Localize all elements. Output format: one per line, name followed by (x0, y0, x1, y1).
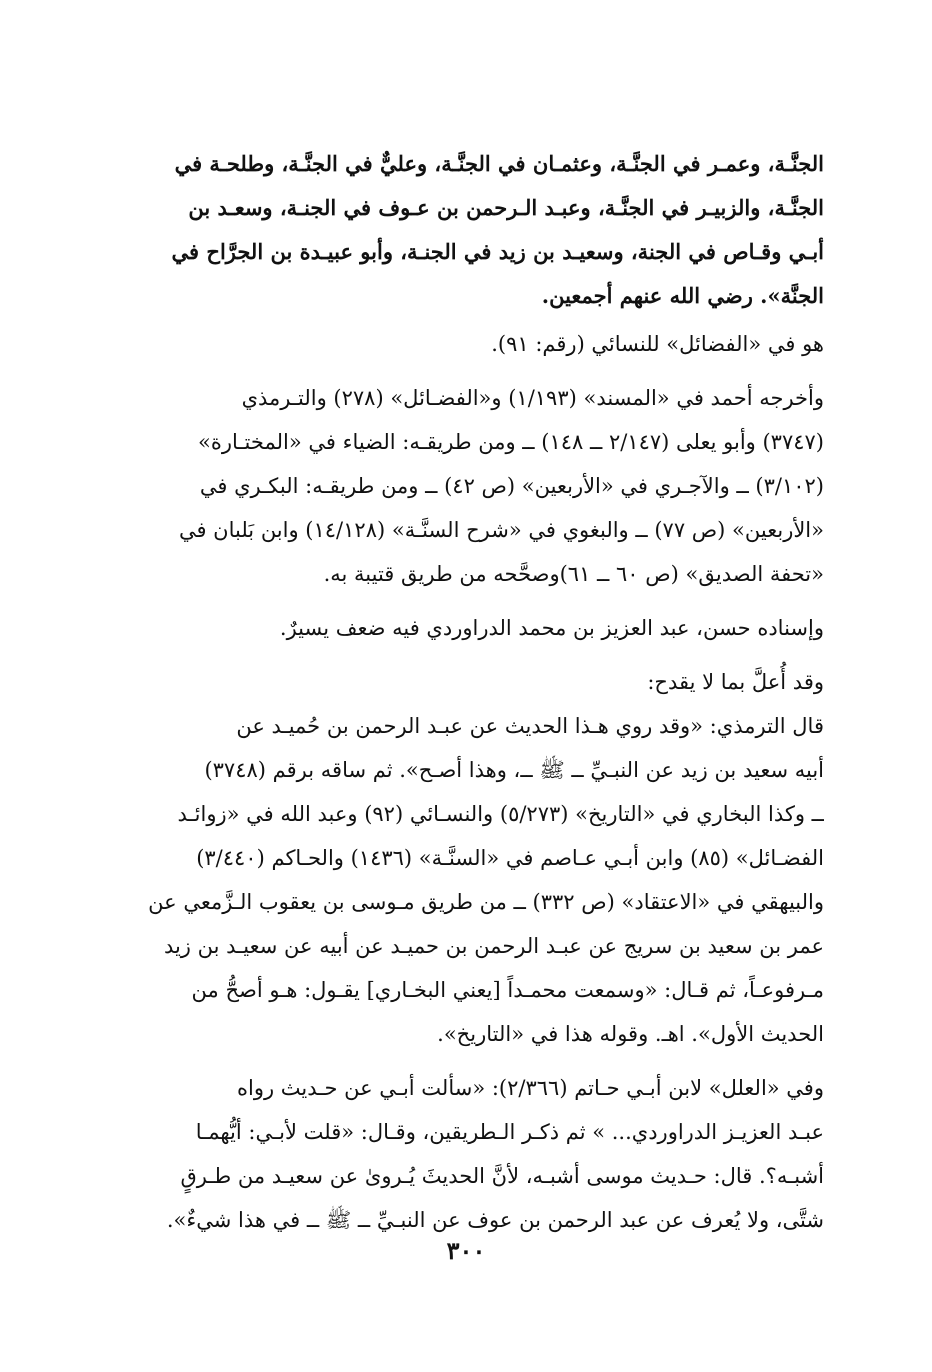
text-line: أبيه سعيد بن زيد عن النبـيِّ ــ ﷺ ــ، وهذا أصـح». ثم ساقه برقم (٣٧٤٨) (204, 758, 824, 782)
text-line: والبيهقي في «الاعتقاد» (ص ٣٣٢) ــ من طريق مـوسى بن يعقوب الـزَّمعي عن (148, 890, 824, 914)
tirmidhi-quote-paragraph (108, 704, 824, 1056)
source-note-paragraph (108, 322, 824, 366)
text-line: الحديث الأول». اهـ. وقوله هذا في «التاريخ». (437, 1022, 824, 1046)
text-line: هو في «الفضائل» للنسائي (رقم: ٩١). (491, 332, 824, 356)
text-line: وفي «العلل» لابن أبـي حـاتم (٢/٣٦٦): «سألت أبـي عن حـديث رواه (237, 1076, 824, 1100)
page-number: ٣٠٠ (446, 1236, 486, 1265)
takhrij-paragraph (108, 376, 824, 596)
hadith-ending-paragraph (108, 142, 824, 318)
text-line: «تحفة الصديق» (ص ٦٠ ــ ٦١)وصحَّحه من طريق قتيبة به. (323, 562, 824, 586)
text-line: مـرفوعـاً، ثم قـال: «وسمعت محمـداً [يعني البخـاري] يقـول: هـو أصحُّ من (191, 978, 824, 1002)
text-line: أبـي وقـاص في الجنة، وسعيـد بن زيد في الجنـة، وأبو عبيـدة بن الجرَّاح في (171, 239, 824, 264)
text-line: الجنَّـة، وعمـر في الجنَّـة، وعثمـان في الجنَّـة، وعليٌّ في الجنَّـة، وطلحـة في (174, 151, 824, 176)
text-line: عبـد العزيـز الدراوردي... » ثم ذكـر الـطريقين، وقـال: «قلت لأبـي: أيُّهمـا (195, 1120, 824, 1144)
text-line: الجنَّة». رضي الله عنهم أجمعين. (541, 283, 824, 308)
text-line: الفضـائل» (٨٥) وابن أبـي عـاصم في «السنَّـة» (١٤٣٦) والحـاكم (٣/٤٤٠) (196, 846, 824, 870)
text-line: الجنَّـة، والزبيـر في الجنَّـة، وعبـد الـرحمن بن عـوف في الجنـة، وسعـد بن (188, 195, 824, 220)
text-line: (٣/١٠٢) ــ والآجـري في «الأربعين» (ص ٤٢) ــ ومن طريقـه: البكـري في (199, 474, 824, 498)
text-line: وإسناده حسن، عبد العزيز بن محمد الدراوردي فيه ضعف يسيرٌ. (279, 616, 824, 640)
isnad-grade-paragraph (108, 606, 824, 650)
text-line: شتَّى، ولا يُعرف عن عبد الرحمن بن عوف عن النبـيِّ ــ ﷺ ــ في هذا شيءٌ». (166, 1208, 824, 1232)
text-line: «الأربعين» (ص ٧٧) ــ والبغوي في «شرح السنَّـة» (١٤/١٢٨) وابن بَلبان في (178, 518, 824, 542)
illah-intro-paragraph (108, 660, 824, 704)
text-line: قال الترمذي: «وقد روي هـذا الحديث عن عبـد الرحمن بن حُميـد عن (236, 714, 824, 738)
text-line: (٣٧٤٧) وأبو يعلى (٢/١٤٧ ــ ١٤٨) ــ ومن طريقـه: الضياء في «المختـارة» (198, 430, 824, 454)
text-line: ــ وكذا البخاري في «التاريخ» (٥/٢٧٣) والنسـائي (٩٢) وعبد الله في «زوائـد (177, 802, 824, 826)
page-body (108, 142, 824, 1242)
ilal-quote-paragraph (108, 1066, 824, 1242)
text-line: عمر بن سعيد بن سريج عن عبـد الرحمن بن حميـد عن أبيه عن سعيـد بن زيد (163, 934, 824, 958)
text-line: وقد أُعلَّ بما لا يقدح: (647, 670, 824, 694)
text-line: وأخرجه أحمد في «المسند» (١/١٩٣) و«الفضـائل» (٢٧٨) والتـرمذي (241, 386, 824, 410)
text-line: أشبـه؟. قال: حـديث موسى أشبـه، لأنَّ الحديثَ يُـروىٰ عن سعيـد من طـرقٍ (180, 1164, 824, 1188)
